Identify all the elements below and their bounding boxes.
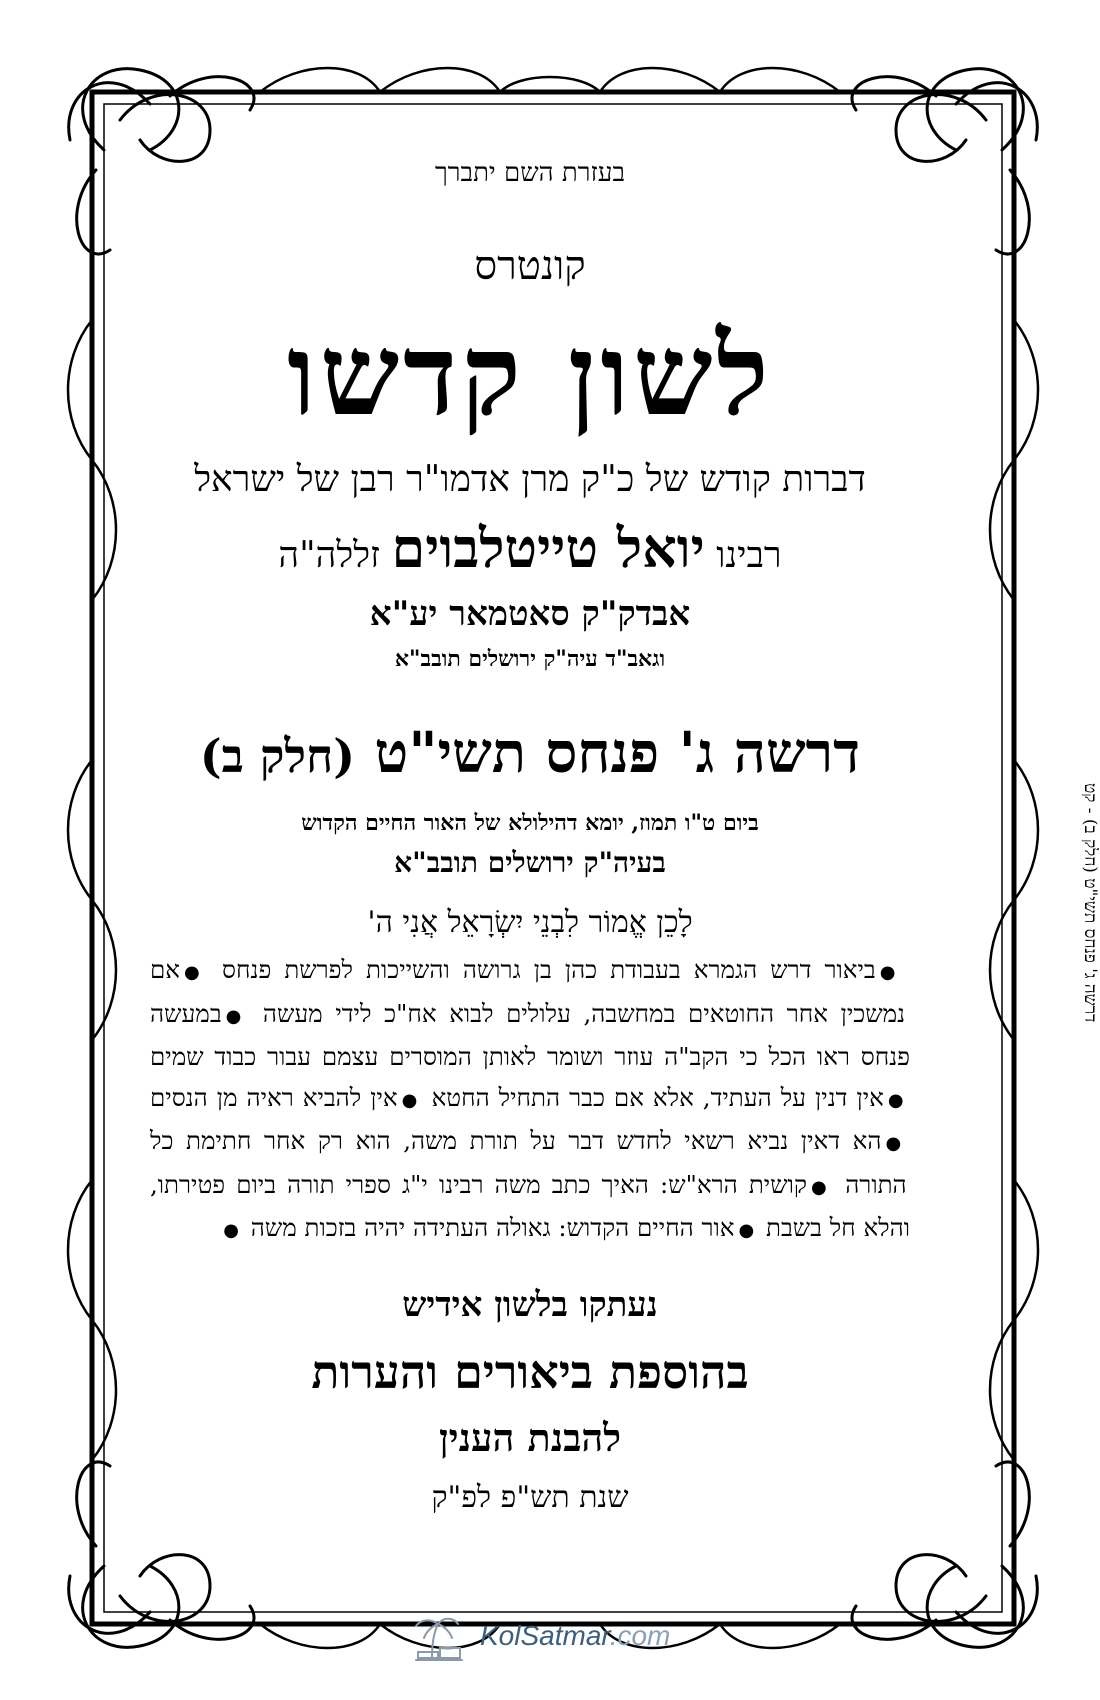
understanding-line: להבנת הענין xyxy=(438,1415,622,1460)
brand-text xyxy=(480,1620,670,1652)
bullet-icon: ● xyxy=(810,1176,831,1198)
vegav-line: וגאב"ד עיה"ק ירושלים תובב"א xyxy=(394,646,666,672)
brand-name: KolSatmar xyxy=(480,1620,610,1651)
author-suffix: זללה"ה xyxy=(278,535,381,576)
translation-note: נעתקו בלשון אידיש xyxy=(402,1285,658,1325)
author-name: יואל טייטלבוים xyxy=(391,516,705,580)
summary-item: אין להביא ראיה מן הנסים xyxy=(150,1082,398,1112)
drasha-title-line xyxy=(150,720,910,786)
bullet-icon: ● xyxy=(738,1220,755,1241)
avdak-line: אבדק"ק סאטמאר יע"א xyxy=(369,594,691,634)
main-title: לשון קדשו xyxy=(287,310,773,441)
brand-domain: .com xyxy=(609,1620,671,1651)
divrei-kodesh-line: דברות קודש של כ"ק מרן אדמו"ר רבן של ישראל xyxy=(194,459,866,500)
top-edge-scrolls xyxy=(260,68,840,92)
city-line: בעיה"ק ירושלים תובב"א xyxy=(394,846,666,879)
title-page-content xyxy=(150,150,910,1530)
summary-item: קושית הרא"ש: האיך כתב משה רבינו י"ג ספרי תורה ביום פטירתו, והלא חל בשבת xyxy=(150,1169,910,1242)
bullet-icon: ● xyxy=(223,1220,239,1241)
brand-footer[interactable] xyxy=(0,1612,1100,1662)
additions-line: בהוספת ביאורים והערות xyxy=(311,1345,749,1399)
drasha-title: דרשה ג' פנחס תשי"ט xyxy=(374,720,861,786)
summary-item: ביאור דרש הגמרא בעבודת כהן בן גרושה והשייכות לפרשת פנחס xyxy=(222,955,876,984)
running-header-vertical: דרשה ג' פנחס תשי"ט (חלק ב) - קט xyxy=(1080,782,1100,1022)
drasha-part: (חלק ב) xyxy=(199,729,355,783)
summary-paragraph xyxy=(150,950,910,1252)
summary-item: אין דנין על העתיד, אלא אם כבר התחיל החטא xyxy=(431,1082,884,1112)
summary-item: אם נמשכין אחר החוטאים במחשבה, עלולים לבוא אח"כ לידי מעשה xyxy=(150,955,906,1028)
bullet-icon: ● xyxy=(225,1005,247,1027)
date-line: ביום ט"ו תמוז, יומא דהילולא של האור החיים הקדוש xyxy=(301,810,759,836)
summary-item: הא דאין נביא רשאי לחדש דבר על תורת משה, הוא רק אחר חתימת כל התורה xyxy=(150,1126,907,1199)
summary-item: אור החיים הקדוש: גאולה העתידה יהיה בזכות משה xyxy=(250,1213,735,1242)
palm-tree-books-logo-icon xyxy=(410,1612,466,1664)
year-line: שנת תש"פ לפ"ק xyxy=(431,1480,629,1515)
verse-line: לָכֵן אֱמוֹר לִבְנֵי יִשְׂרָאֵל אֲנִי ה' xyxy=(367,905,693,940)
rabbeinu-prefix: רבינו xyxy=(716,535,782,576)
bullet-icon: ● xyxy=(184,962,205,983)
bullet-icon: ● xyxy=(879,962,901,983)
kuntres-label: קונטרס xyxy=(474,243,586,289)
bullet-icon: ● xyxy=(401,1089,419,1111)
bullet-icon: ● xyxy=(885,1133,906,1154)
helper-line: בעזרת השם יתברך xyxy=(435,158,625,188)
author-line xyxy=(150,516,910,580)
summary-item: במעשה פנחס ראו הכל כי הקב"ה עוזר ושומר לאותן המוסרים עצמם עבור כבוד שמים xyxy=(150,998,910,1071)
bullet-icon: ● xyxy=(887,1089,905,1111)
